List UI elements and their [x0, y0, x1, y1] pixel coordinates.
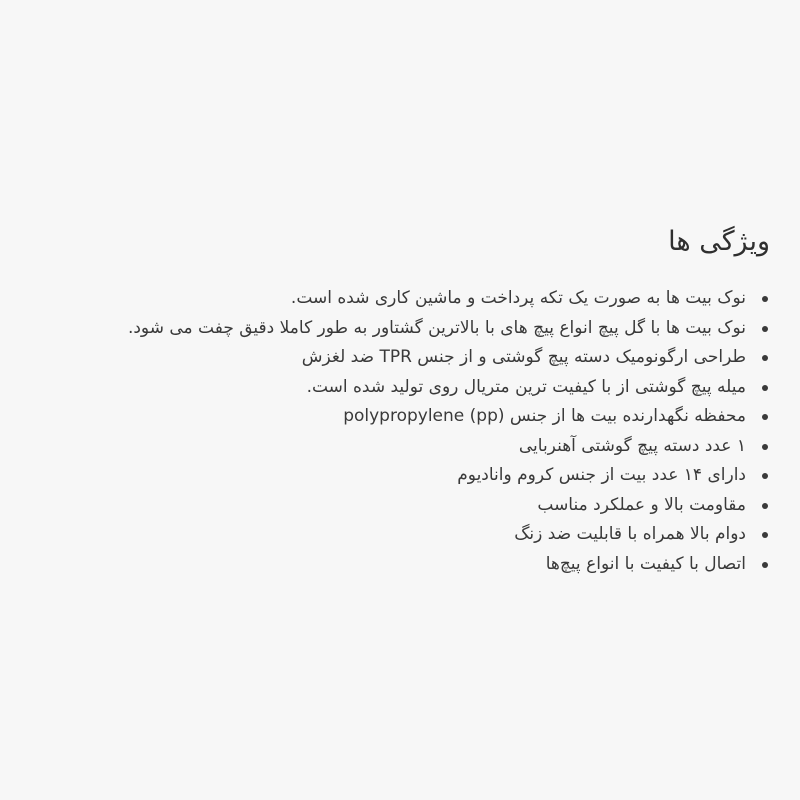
list-item — [25, 432, 770, 462]
feature-text: ۱ عدد دسته پیچ گوشتی آهنربایی — [518, 435, 746, 456]
feature-text: نوک بیت ها به صورت یک تکه پرداخت و ماشین کاری شده است. — [290, 288, 746, 308]
feature-text: طراحی ارگونومیک دسته پیچ گوشتی و از جنس TPR ضد لغزش — [301, 347, 746, 367]
feature-text: اتصال با کیفیت با انواع پیچ‌ها — [545, 553, 746, 574]
feature-text: دارای ۱۴ عدد بیت از جنس کروم وانادیوم — [457, 465, 746, 485]
bullet-icon — [762, 385, 768, 391]
feature-text: نوک بیت ها با گل پیچ انواع پیچ های با بالاترین گشتاور به طور کاملا دقیق چفت می شود. — [127, 317, 746, 338]
list-item — [25, 373, 770, 403]
feature-text: محفظه نگهدارنده بیت ها از جنس polypropylene (pp) — [343, 406, 746, 426]
features-list — [25, 284, 770, 579]
list-item — [25, 491, 770, 521]
bullet-icon — [762, 414, 768, 420]
list-item — [25, 461, 770, 491]
bullet-icon — [762, 444, 768, 450]
list-item — [25, 402, 770, 432]
bullet-icon — [762, 326, 768, 332]
list-item — [25, 550, 770, 580]
list-item — [25, 284, 770, 314]
list-item — [25, 314, 770, 344]
bullet-icon — [762, 562, 768, 568]
list-item — [25, 343, 770, 373]
bullet-icon — [762, 532, 768, 538]
features-section — [25, 222, 770, 579]
bullet-icon — [762, 473, 768, 479]
bullet-icon — [762, 355, 768, 361]
features-heading: ویژگی ها — [668, 226, 770, 257]
bullet-icon — [762, 296, 768, 302]
feature-text: دوام بالا همراه با قابلیت ضد زنگ — [514, 524, 746, 544]
bullet-icon — [762, 503, 768, 509]
feature-text: مقاومت بالا و عملکرد مناسب — [537, 494, 746, 515]
list-item — [25, 520, 770, 550]
feature-text: میله پیچ گوشتی از با کیفیت ترین متریال روی تولید شده است. — [306, 376, 746, 397]
